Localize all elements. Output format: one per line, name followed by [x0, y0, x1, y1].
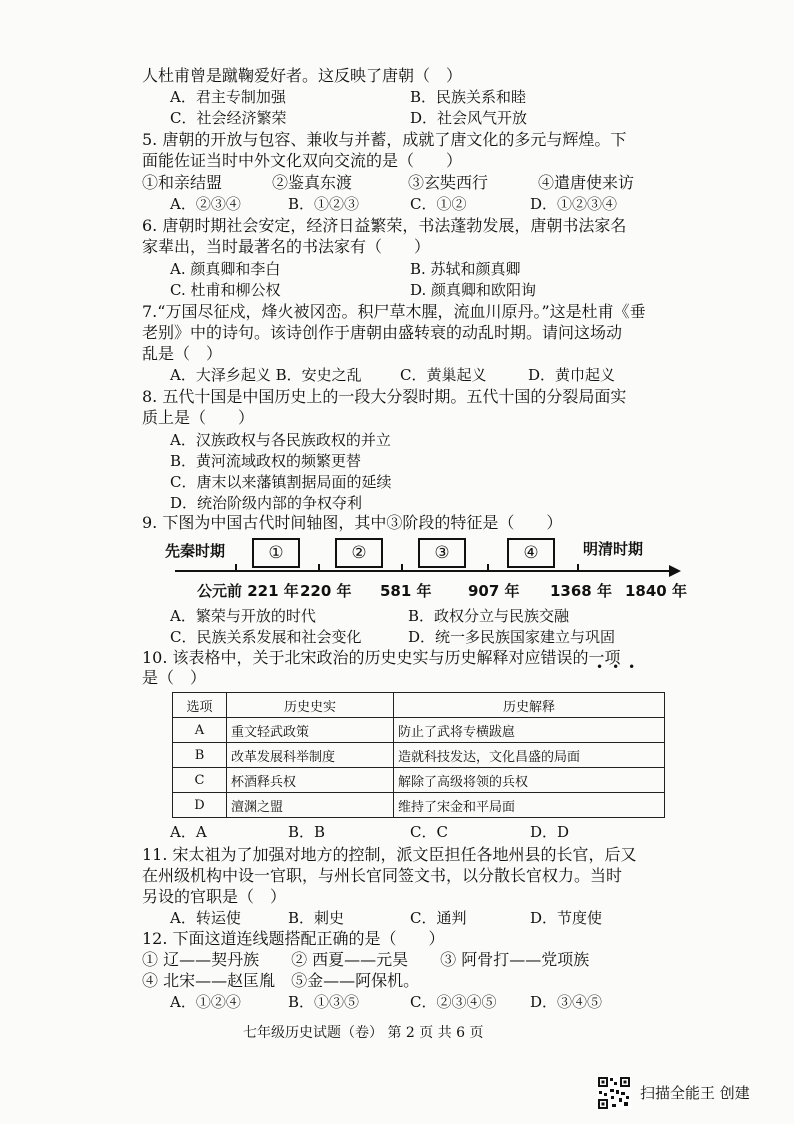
- q11-stem-1: 11. 宋太祖为了加强对地方的控制，派文臣担任各地州县的长官，后又: [142, 845, 637, 864]
- q4-option-b: B．民族关系和睦: [410, 88, 527, 106]
- timeline-date-3: 581 年: [380, 582, 432, 600]
- q10-stem-1: 10. 该表格中，关于北宋政治的历史史实与历史解释对应错误的一项: [142, 648, 621, 667]
- q8-stem-2: 质上是（ ）: [142, 408, 255, 427]
- table-cell: 造就科技发达，文化昌盛的局面: [394, 743, 665, 768]
- q11-option-b: B．刺史: [288, 909, 345, 927]
- q10-option-c: C．C: [410, 823, 448, 841]
- q6-stem-1: 6. 唐朝时期社会安定，经济日益繁荣，书法蓬勃发展，唐朝书法家名: [142, 216, 627, 235]
- table-cell: 维持了宋金和平局面: [394, 793, 665, 818]
- timeline-date-6: 1840 年: [625, 582, 687, 600]
- q5-item-4: ④遣唐使来访: [538, 173, 635, 192]
- q9-stem: 9. 下图为中国古代时间轴图，其中③阶段的特征是（ ）: [142, 513, 563, 532]
- q9-option-a: A．繁荣与开放的时代: [170, 607, 316, 625]
- table-cell: 解除了高级将领的兵权: [394, 768, 665, 793]
- q12-option-b: B．①③⑤: [288, 993, 360, 1011]
- timeline-date-2: 220 年: [300, 582, 352, 600]
- table-header: 历史史实: [227, 693, 394, 718]
- table-row: [173, 743, 665, 768]
- q5-option-c: C．①②: [410, 195, 467, 213]
- qr-code-icon: [597, 1076, 631, 1110]
- q6-option-b: B. 苏轼和颜真卿: [410, 260, 521, 278]
- q12-option-c: C．②③④⑤: [410, 993, 497, 1011]
- q12-stem: 12. 下面这道连线题搭配正确的是（ ）: [142, 929, 445, 948]
- q6-option-c: C. 杜甫和柳公权: [170, 281, 281, 299]
- q7-option-d: D．黄巾起义: [528, 366, 616, 384]
- table-cell: C: [173, 768, 227, 793]
- q10-option-d: D．D: [530, 823, 570, 841]
- timeline-tick: [487, 564, 489, 571]
- timeline-left-label: 先秦时期: [165, 542, 226, 560]
- q8-option-d: D．统治阶级内部的争权夺利: [170, 494, 363, 512]
- q5-option-d: D．①②③④: [530, 195, 618, 213]
- q11-option-c: C．通判: [410, 909, 467, 927]
- table-cell: B: [173, 743, 227, 768]
- table-cell: 杯酒释兵权: [227, 768, 394, 793]
- q8-option-b: B．黄河流域政权的频繁更替: [170, 452, 362, 470]
- table-cell: 重文轻武政策: [227, 718, 394, 743]
- q5-stem-2: 面能佐证当时中外文化双向交流的是（ ）: [142, 151, 463, 170]
- q9-option-b: B．政权分立与民族交融: [408, 607, 570, 625]
- table-header: 选项: [173, 693, 227, 718]
- q8-option-a: A．汉族政权与各民族政权的并立: [170, 431, 391, 449]
- q6-stem-2: 家辈出，当时最著名的书法家有（ ）: [142, 237, 431, 256]
- q10-option-b: B．B: [288, 823, 326, 841]
- q12-items-1: ① 辽——契丹族 ② 西夏——元昊 ③ 阿骨打——党项族: [142, 950, 590, 969]
- table-cell: A: [173, 718, 227, 743]
- table-cell: 防止了武将专横跋扈: [394, 718, 665, 743]
- q9-option-c: C．民族关系发展和社会变化: [170, 628, 362, 646]
- scanner-brand-label: 扫描全能王 创建: [640, 1084, 750, 1102]
- timeline-axis: [175, 570, 673, 572]
- q5-item-3: ③玄奘西行: [408, 173, 489, 192]
- q12-option-a: A．①②④: [170, 993, 241, 1011]
- table-header-row: [173, 693, 665, 718]
- q7-option-ab: A．大泽乡起义 B．安史之乱: [170, 366, 362, 384]
- q8-option-c: C．唐末以来藩镇割据局面的延续: [170, 473, 392, 491]
- q5-item-2: ②鉴真东渡: [272, 173, 353, 192]
- timeline-date-1: 公元前 221 年: [197, 582, 299, 600]
- table-cell: 澶渊之盟: [227, 793, 394, 818]
- emphasis-dots: •••: [596, 660, 645, 674]
- q5-stem-1: 5. 唐朝的开放与包容、兼收与并蓄，成就了唐文化的多元与辉煌。下: [142, 130, 627, 149]
- q5-option-b: B．①②③: [288, 195, 360, 213]
- q11-stem-3: 另设的官职是（ ）: [142, 887, 287, 906]
- q7-stem-1: 7.“万国尽征戍，烽火被冈峦。积尸草木腥，流血川原丹。”这是杜甫《垂: [142, 302, 646, 321]
- q7-stem-2: 老别》中的诗句。该诗创作于唐朝由盛转衰的动乱时期。请问这场动: [142, 323, 623, 342]
- q12-option-d: D．③④⑤: [530, 993, 603, 1011]
- q6-option-d: D. 颜真卿和欧阳询: [410, 281, 537, 299]
- q12-items-2: ④ 北宋——赵匡胤 ⑤金——阿保机。: [142, 971, 420, 990]
- table-cell: 改革发展科举制度: [227, 743, 394, 768]
- q7-option-c: C．黄巢起义: [400, 366, 487, 384]
- question-4-stem-tail: 人杜甫曾是蹴鞠爱好者。这反映了唐朝（ ）: [142, 66, 463, 85]
- table-header: 历史解释: [394, 693, 665, 718]
- q10-option-a: A．A: [170, 823, 207, 841]
- page-footer: 七年级历史试题（卷） 第 2 页 共 6 页: [243, 1025, 484, 1041]
- timeline-tick: [577, 564, 579, 571]
- table-cell: D: [173, 793, 227, 818]
- timeline-date-4: 907 年: [468, 582, 520, 600]
- table-row: [173, 718, 665, 743]
- q9-option-d: D．统一多民族国家建立与巩固: [408, 628, 616, 646]
- timeline-stage-2: ②: [335, 538, 383, 568]
- q4-option-c: C．社会经济繁荣: [170, 109, 287, 127]
- q11-option-d: D．节度使: [530, 909, 603, 927]
- q7-stem-3: 乱是（ ）: [142, 344, 223, 363]
- timeline-stage-3: ③: [418, 538, 466, 568]
- q4-option-a: A．君主专制加强: [170, 88, 286, 106]
- table-row: [173, 793, 665, 818]
- timeline-arrow-icon: [669, 565, 681, 577]
- q6-option-a: A. 颜真卿和李白: [170, 260, 281, 278]
- timeline-stage-4: ④: [507, 538, 555, 568]
- timeline-tick: [401, 564, 403, 571]
- timeline-tick: [235, 564, 237, 571]
- q11-option-a: A．转运使: [170, 909, 241, 927]
- q10-stem-2: 是（ ）: [142, 668, 207, 687]
- timeline-date-5: 1368 年: [550, 582, 612, 600]
- history-table: [172, 692, 665, 818]
- table-row: [173, 768, 665, 793]
- timeline-tick: [318, 564, 320, 571]
- q5-option-a: A．②③④: [170, 195, 241, 213]
- q5-item-1: ①和亲结盟: [142, 173, 223, 192]
- q11-stem-2: 在州级机构中设一官职，与州长官同签文书，以分散长官权力。当时: [142, 866, 623, 885]
- q4-option-d: D．社会风气开放: [410, 109, 528, 127]
- timeline-right-label: 明清时期: [583, 540, 644, 558]
- timeline-figure: [165, 530, 685, 605]
- q8-stem-1: 8. 五代十国是中国历史上的一段大分裂时期。五代十国的分裂局面实: [142, 387, 627, 406]
- timeline-stage-1: ①: [252, 538, 300, 568]
